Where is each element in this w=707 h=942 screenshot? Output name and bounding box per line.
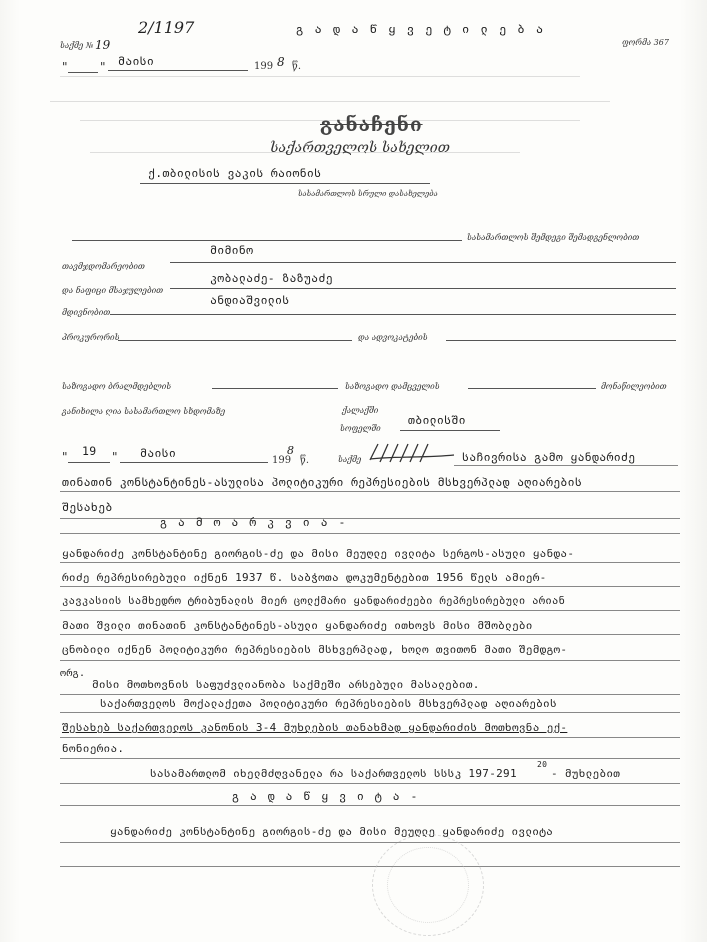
secretary-value: ანდიაშვილის (210, 293, 290, 307)
judges-value: კობალაძე- ზაზუაძე (210, 271, 333, 285)
case-typed-text: საჩივრისა გამო ყანდარიძე (462, 450, 636, 464)
lawyer-label: და ადვოკატების (358, 333, 428, 342)
form-number-label: ფორმა 367 (622, 38, 669, 47)
document-title: განაჩენი (320, 114, 423, 136)
court-name: ქ.თბილისის ვაკის რაიონის (148, 166, 322, 180)
paragraph-1-line-4: მათი შვილი თინათინ კონსტანტინეს-ასული ყანდარიძე ითხოვს მისი მშობლები (62, 619, 533, 632)
case-number-label: საქმე № (60, 41, 94, 50)
case-number-value: 19 (95, 38, 111, 52)
hearing-year: 199 (272, 455, 292, 466)
hearing-month: მაისი (140, 446, 177, 460)
court-composition-label: სასამართლოს შემდეგი შემადგენლობით (467, 233, 640, 242)
header-quote-open: " (62, 60, 68, 74)
paragraph-1-line-2: რიძე რეპრესირებული იქნენ 1937 წ. საბჭოთა დოკუმენტებით 1956 წელს ამიერ- (62, 571, 547, 584)
hearing-year-suffix: წ. (300, 455, 309, 466)
city-value: თბილისში (408, 413, 466, 427)
paragraph-2-line-1: საქართველოს მოქალაქეთა პოლიტიკური რეპრესიების მსხვერპლად აღიარების (100, 697, 557, 710)
final-line: ყანდარიძე კონსტანტინე გიორგის-ძე და მისი მეუღლე ყანდარიძე ივლიტა (110, 825, 554, 838)
village-label: სოფელში (340, 424, 381, 433)
paragraph-1-note: ორგ. (60, 668, 86, 679)
document-number: 2/1197 (138, 18, 195, 37)
paragraph-3-end: - მუხლებით (551, 767, 621, 780)
paragraph-1-line-6: მისი მოთხოვნის საფუძვლიანობა საქმეში არსებული მასალებით. (92, 678, 480, 691)
hearing-year-digit: 8 (287, 444, 294, 457)
header-month: მაისი (118, 54, 155, 68)
court-name-caption: სასამართლოს სრული დასახელება (298, 189, 438, 198)
judges-label: და ნაფიცი მსაჯულებით (62, 286, 164, 295)
body-line-1: თინათინ კონსტანტინეს-ასულისა პოლიტიკური რეპრესიების მსხვერპლად აღიარების (62, 475, 583, 489)
paragraph-1-line-5: ცნობილი იქნენ პოლიტიკური რეპრესიების მსხვერპლად, ხოლო თვითონ მათი შემდგო- (62, 643, 568, 656)
header-title-decision: გ ა დ ა წ ყ ვ ე ტ ი ლ ე ბ ა (296, 22, 546, 36)
participation-label: მონაწილეობით (601, 382, 667, 391)
document-subtitle: საქართველოს სახელით (270, 140, 450, 156)
header-year: 199 (254, 61, 274, 72)
date-quote-open: " (62, 450, 68, 464)
paragraph-1-line-3: კავკასიის სამხედრო ტრიბუნალის მიერ ცოლქმარი ყანდარიძეები რეპრესირებული არიან (62, 595, 566, 607)
header-year-digit: 8 (277, 55, 285, 69)
city-label: ქალაქში (342, 406, 379, 415)
scribble-mark (366, 440, 456, 466)
public-defender-label: საზოგადო დამცველის (345, 382, 440, 391)
hearing-label: განიხილა ღია სასამართლო სხდომაზე (62, 407, 226, 416)
presiding-label: თავმჯდომარეობით (62, 262, 145, 271)
decided-heading: გ ა დ ა წ ყ ვ ი ტ ა - (232, 789, 420, 803)
body-line-2: შესახებ (62, 500, 113, 514)
prosecutor-label: პროკურორის (62, 333, 120, 342)
public-prosecutor-label: საზოგადო ბრალმდებლის (62, 382, 172, 391)
hearing-day: 19 (82, 444, 97, 458)
secretary-label: მდივნობით (62, 308, 111, 317)
date-quote-close: " (112, 450, 118, 464)
paragraph-2-line-2: შესახებ საქართველოს კანონის 3-4 მუხლების თანახმად ყანდარიძის მოთხოვნა ექ- (62, 721, 568, 734)
established-heading: გ ა მ ო ა რ კ ვ ი ა - (160, 515, 348, 529)
presiding-value: მიმინო (210, 243, 254, 257)
paragraph-3-text: სასამართლომ იხელმძღვანელა რა საქართველოს სსსკ 197-291 (150, 767, 517, 780)
case-label: საქმე (338, 455, 362, 464)
header-quote-close: " (100, 60, 106, 74)
official-seal-stamp (372, 834, 484, 936)
paragraph-2-line-3: ნონიერია. (62, 742, 125, 755)
paragraph-1-line-1: ყანდარიძე კონსტანტინე გიორგის-ძე და მისი მეუღლე ივლიტა სერგოს-ასული ყანდა- (62, 547, 575, 560)
paragraph-3-superscript: 20 (537, 760, 548, 769)
header-year-suffix: წ. (292, 61, 301, 72)
